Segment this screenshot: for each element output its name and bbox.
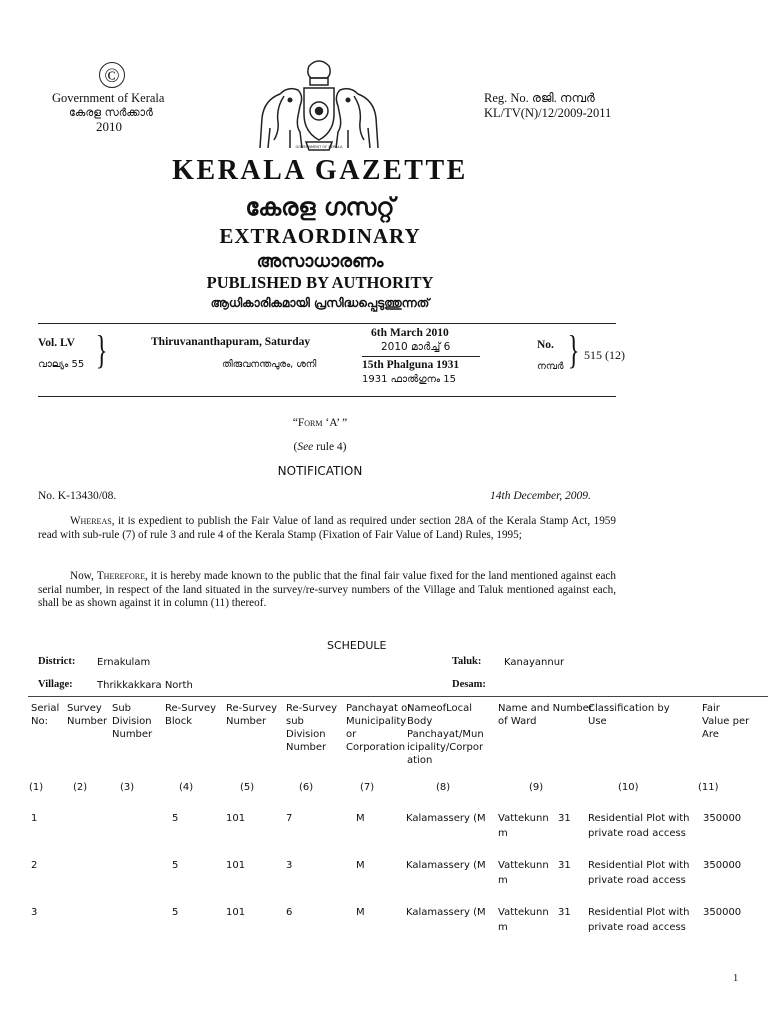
column-header-line: Re-Survey xyxy=(165,703,217,714)
column-header-line: Division xyxy=(286,729,326,740)
schedule-header-rule xyxy=(28,696,768,697)
cell-rs-subdiv: 7 xyxy=(286,813,293,824)
notification-date: 14th December, 2009. xyxy=(490,490,591,502)
rule-open-paren: ( xyxy=(293,441,298,453)
column-header xyxy=(498,702,593,728)
village-value: Thrikkakkara North xyxy=(97,680,193,691)
column-header-line: icipality/Corpor xyxy=(407,742,484,753)
whereas-text: , it is expedient to publish the Fair Value of land as required under section 28A of the Kerala Stamp Act, 1959 read with sub-rule (7) of rule 3 and rule 4 of the Kerala Stamp (Fixation of Fair Value of Land) Rules, 1995; xyxy=(38,515,616,541)
column-header-line: ation xyxy=(407,755,433,766)
publisher-line: PUBLISHED BY AUTHORITY xyxy=(206,273,434,292)
column-header-line: Name and Number xyxy=(498,703,593,714)
band-top-rule xyxy=(38,323,616,324)
cell-rs-number: 101 xyxy=(226,907,246,918)
district-label: District: xyxy=(38,656,76,667)
column-number: (1) xyxy=(29,782,44,793)
cell-fair-value: 350000 xyxy=(703,907,742,918)
cell-class-line2: private road access xyxy=(588,828,686,839)
cell-class-line1: Residential Plot with xyxy=(588,860,690,871)
registration-number: KL/TV(N)/12/2009-2011 xyxy=(484,106,612,120)
column-header-line: Number xyxy=(112,729,153,740)
column-number: (10) xyxy=(618,782,639,793)
column-header xyxy=(165,702,216,728)
cell-ward-name: Vattekunn xyxy=(498,860,549,871)
column-number: (5) xyxy=(240,782,255,793)
cell-fair-value: 350000 xyxy=(703,813,742,824)
cell-rs-subdiv: 3 xyxy=(286,860,293,871)
volume-number xyxy=(38,337,75,349)
column-number: (7) xyxy=(360,782,375,793)
issue-date-malayalam: 2010 മാർച്ച് 6 xyxy=(381,341,451,353)
cell-panchayat: M xyxy=(356,813,365,824)
cell-ward-no: 31 xyxy=(558,860,571,871)
number-brace: } xyxy=(567,327,580,372)
column-number: (3) xyxy=(120,782,135,793)
issue-number: 515 (12) xyxy=(584,348,625,362)
cell-block: 5 xyxy=(172,907,179,918)
column-header-line: Number xyxy=(286,742,327,753)
village-label: Village: xyxy=(38,679,73,690)
cell-ward-no: 31 xyxy=(558,907,571,918)
column-header-line: Number xyxy=(67,716,108,727)
column-header-line: sub xyxy=(286,716,304,727)
column-header-line: Sub xyxy=(112,703,132,714)
column-header-line: Re-Survey xyxy=(286,703,338,714)
column-header-line: Corporation xyxy=(346,742,406,753)
column-header-line: Fair xyxy=(702,703,720,714)
publisher-line-malayalam: ആധികാരികമായി പ്രസിദ്ധപ്പെടുത്തുന്നത് xyxy=(210,296,430,310)
column-header-line: or xyxy=(346,729,357,740)
rule-reference xyxy=(0,440,640,454)
notification-heading: NOTIFICATION xyxy=(277,464,363,478)
column-header-line: Re-Survey xyxy=(226,703,278,714)
column-header-line: Block xyxy=(165,716,193,727)
column-number: (4) xyxy=(179,782,194,793)
column-header xyxy=(112,702,152,741)
schedule-title: SCHEDULE xyxy=(327,639,387,652)
date-divider xyxy=(362,356,480,357)
rule-text: rule 4) xyxy=(316,441,347,453)
column-header xyxy=(407,702,484,767)
district-field xyxy=(38,656,75,667)
column-header xyxy=(67,702,107,728)
cell-rs-subdiv: 6 xyxy=(286,907,293,918)
cell-rs-number: 101 xyxy=(226,860,246,871)
column-header-line: Panchayat or xyxy=(346,703,412,714)
gazette-title: KERALA GAZETTE xyxy=(172,155,468,186)
therefore-text: , it is hereby made known to the public that the final fair value fixed for the land mentioned against each serial number, in respect of the land situated in the survey/re-survey numbers of the Village and Taluk mentioned against each, shall be as shown against it in column (11) thereof. xyxy=(38,570,616,610)
government-name: Government of Kerala xyxy=(52,91,165,105)
saka-date: 15th Phalguna 1931 xyxy=(362,359,460,371)
copyright-icon: © xyxy=(99,62,125,88)
cell-ward-name: Vattekunn xyxy=(498,907,549,918)
cell-class-line1: Residential Plot with xyxy=(588,907,690,918)
volume-label: Vol. xyxy=(38,337,58,349)
issue-place-malayalam: തിരുവനന്തപുരം, ശനി xyxy=(222,359,317,370)
edition-type: EXTRAORDINARY xyxy=(219,224,421,248)
cell-block: 5 xyxy=(172,860,179,871)
cell-class-line2: private road access xyxy=(588,922,686,933)
therefore-start: Now, xyxy=(70,570,97,582)
taluk-label: Taluk: xyxy=(452,656,482,667)
column-header-line: Number xyxy=(226,716,267,727)
government-name-malayalam: കേരള സർക്കാർ xyxy=(69,106,153,119)
cell-block: 5 xyxy=(172,813,179,824)
cell-ward-suffix: m xyxy=(498,922,508,933)
column-header-line: Survey xyxy=(67,703,102,714)
cell-local-body: Kalamassery (M xyxy=(406,813,486,824)
page-number: 1 xyxy=(733,973,739,984)
issue-date: 6th March 2010 xyxy=(371,327,449,339)
volume-value: LV xyxy=(59,337,75,349)
column-header xyxy=(286,702,337,754)
column-number: (6) xyxy=(299,782,314,793)
column-header xyxy=(226,702,277,728)
cell-fair-value: 350000 xyxy=(703,860,742,871)
whereas-lead: Whereas xyxy=(70,515,112,527)
notification-ref-no: No. K-13430/08. xyxy=(38,490,117,502)
paragraph-therefore xyxy=(38,570,616,611)
cell-panchayat: M xyxy=(356,860,365,871)
column-header xyxy=(31,702,59,728)
cell-local-body: Kalamassery (M xyxy=(406,860,486,871)
column-header-line: Classification by xyxy=(588,703,670,714)
column-header-line: Serial xyxy=(31,703,60,714)
column-header xyxy=(702,702,749,741)
band-bottom-rule xyxy=(38,396,616,397)
cell-class-line2: private road access xyxy=(588,875,686,886)
cell-ward-suffix: m xyxy=(498,828,508,839)
cell-ward-name: Vattekunn xyxy=(498,813,549,824)
volume-malayalam: വാല്യം 55 xyxy=(38,359,85,370)
issue-number-label: No. xyxy=(537,339,554,351)
column-header-line: Panchayat/Mun xyxy=(407,729,484,740)
column-header-line: Body xyxy=(407,716,433,727)
cell-panchayat: M xyxy=(356,907,365,918)
issue-number-label-malayalam: നമ്പർ xyxy=(537,361,564,372)
column-header-line: No: xyxy=(31,716,48,727)
copyright-year: 2010 xyxy=(96,119,122,134)
column-number: (2) xyxy=(73,782,88,793)
volume-brace: } xyxy=(95,327,108,372)
column-header-line: Municipality xyxy=(346,716,407,727)
cell-rs-number: 101 xyxy=(226,813,246,824)
column-header-line: of Ward xyxy=(498,716,537,727)
cell-ward-suffix: m xyxy=(498,875,508,886)
cell-serial: 1 xyxy=(31,813,38,824)
column-number: (11) xyxy=(698,782,719,793)
gazette-title-malayalam: കേരള ഗസറ്റ് xyxy=(245,193,395,221)
column-header xyxy=(588,702,670,728)
issue-place: Thiruvananthapuram, Saturday xyxy=(151,336,311,348)
taluk-value: Kanayannur xyxy=(504,657,565,668)
edition-type-malayalam: അസാധാരണം xyxy=(256,251,384,272)
cell-class-line1: Residential Plot with xyxy=(588,813,690,824)
column-header-line: Value per xyxy=(702,716,750,727)
registration-label: Reg. No. രജി. നമ്പർ xyxy=(484,91,595,105)
cell-local-body: Kalamassery (M xyxy=(406,907,486,918)
desam-label: Desam: xyxy=(452,679,486,690)
rule-see: See xyxy=(297,441,314,453)
cell-serial: 3 xyxy=(31,907,38,918)
saka-date-malayalam: 1931 ഫാൽഗുനം 15 xyxy=(362,374,456,385)
district-value: Ernakulam xyxy=(97,657,151,668)
column-header-line: Division xyxy=(112,716,152,727)
cell-serial: 2 xyxy=(31,860,38,871)
column-number: (8) xyxy=(436,782,451,793)
column-header-line: Are xyxy=(702,729,719,740)
column-header xyxy=(346,702,411,754)
column-header-line: NameofLocal xyxy=(407,703,473,714)
state-emblem-icon xyxy=(254,56,384,156)
form-title: “Form ‘A’ ” xyxy=(292,417,348,429)
column-header-line: Use xyxy=(588,716,607,727)
column-number: (9) xyxy=(529,782,544,793)
therefore-lead: Therefore xyxy=(96,570,145,582)
cell-ward-no: 31 xyxy=(558,813,571,824)
paragraph-whereas xyxy=(38,515,616,542)
emblem-motto: GOVERNMENT OF KERALA xyxy=(295,145,343,149)
